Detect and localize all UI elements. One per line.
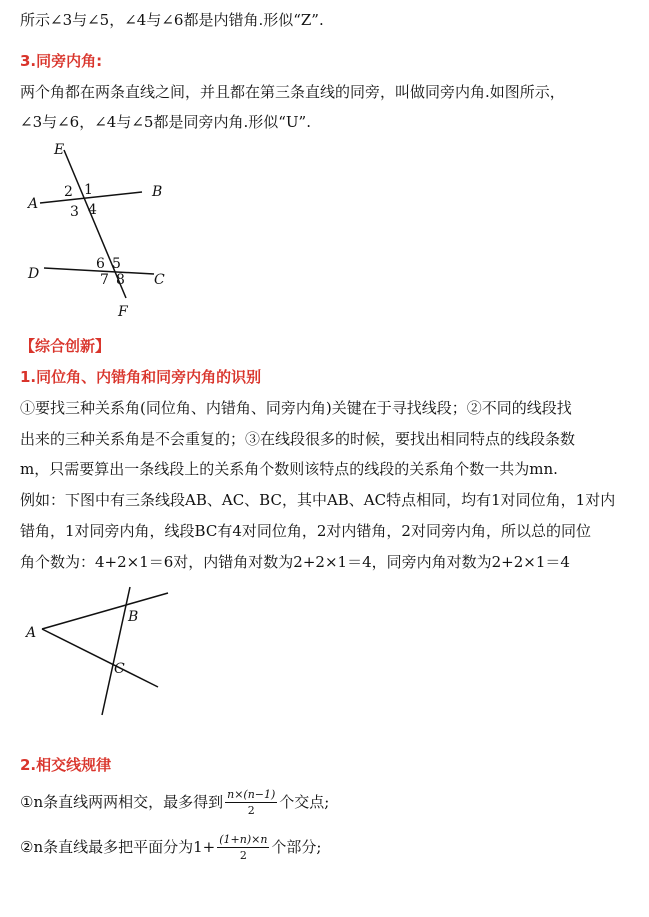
section3-paragraph-line1: 两个角都在两条直线之间，并且都在第三条直线的同旁，叫做同旁内角.如图所示， — [20, 83, 565, 101]
fraction1-numerator: n×(n−1) — [227, 787, 276, 801]
label-d: D — [28, 266, 40, 282]
rule1-text-after: 个交点; — [279, 793, 330, 811]
label-b2: B — [128, 609, 139, 625]
angle-label-8: 8 — [116, 272, 125, 288]
example-line3: 角个数为：4+2×1＝6对，内错角对数为2+2×1＝4，同旁内角对数为2+2×1＝4 — [20, 553, 570, 571]
angle-label-4: 4 — [88, 202, 97, 218]
angle-label-2: 2 — [64, 184, 73, 200]
label-f: F — [118, 304, 128, 320]
label-e: E — [54, 142, 65, 158]
label-a: A — [28, 196, 39, 212]
line-ac-extended — [42, 629, 158, 687]
angle-label-3: 3 — [70, 204, 79, 220]
fraction-intersections — [225, 788, 277, 817]
section3-paragraph-line2: ∠3与∠6，∠4与∠5都是同旁内角.形似“U”. — [20, 113, 311, 131]
composite-subheading-1: 1.同位角、内错角和同旁内角的识别 — [20, 368, 262, 386]
label-c: C — [154, 272, 165, 288]
angle-label-5: 5 — [112, 256, 121, 272]
fraction1-denominator: 2 — [247, 803, 255, 817]
example-line2: 错角，1对同旁内角，线段BC有4对同位角，2对内错角，2对同旁内角，所以总的同位 — [20, 522, 591, 540]
rule-intersections — [20, 785, 329, 819]
example-line1: 例如：下图中有三条线段AB、AC、BC，其中AB、AC特点相同，均有1对同位角，1对内 — [20, 491, 616, 509]
transversal-diagram — [20, 140, 180, 320]
label-b: B — [152, 184, 163, 200]
section2-heading: 2.相交线规律 — [20, 756, 112, 774]
rule1-text-before: ①n条直线两两相交，最多得到 — [20, 793, 224, 811]
label-a2: A — [26, 625, 37, 641]
fraction2-numerator: (1+n)×n — [219, 832, 268, 846]
line-bc-extended — [102, 587, 130, 715]
angle-label-7: 7 — [100, 272, 109, 288]
rule-plane-regions — [20, 830, 321, 864]
angle-label-6: 6 — [96, 256, 105, 272]
rule2-text-before: ②n条直线最多把平面分为1+ — [20, 838, 216, 856]
label-c2: C — [114, 661, 125, 677]
rule2-text-after: 个部分; — [271, 838, 322, 856]
triangle-lines-diagram — [20, 585, 180, 720]
line-ab-extended — [42, 593, 168, 629]
composite-paragraph-line2: 出来的三种关系角是不会重复的；③在线段很多的时候，要找出相同特点的线段条数 — [20, 430, 576, 448]
composite-heading: 【综合创新】 — [20, 337, 111, 355]
fraction-regions — [217, 833, 269, 862]
composite-paragraph-line3: m，只需要算出一条线段上的关系角个数则该特点的线段的关系角个数一共为mn. — [20, 460, 558, 478]
intro-line: 所示∠3与∠5，∠4与∠6都是内错角.形似“Z”. — [20, 11, 324, 29]
composite-paragraph-line1: ①要找三种关系角(同位角、内错角、同旁内角)关键在于寻找线段；②不同的线段找 — [20, 399, 572, 417]
angle-label-1: 1 — [84, 182, 93, 198]
fraction2-denominator: 2 — [239, 848, 247, 862]
section3-heading: 3.同旁内角: — [20, 52, 103, 70]
